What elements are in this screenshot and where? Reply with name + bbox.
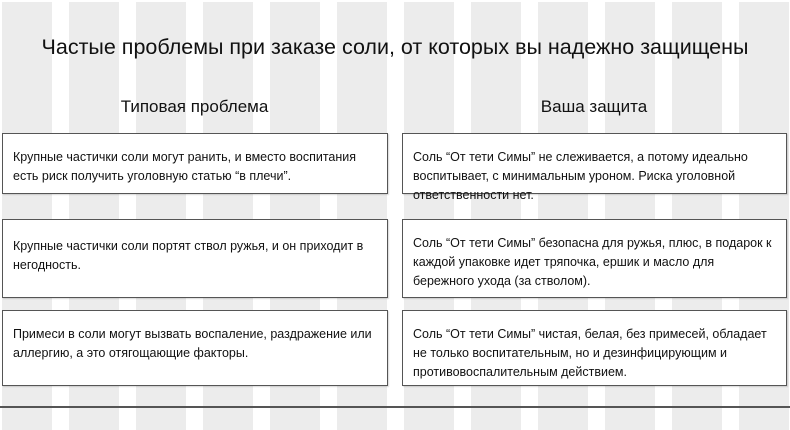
bottom-divider <box>0 406 790 408</box>
protection-card: Соль “От тети Симы” безопасна для ружья, плюс, в подарок к каждой упаковке идет тряпочка, ершик и масло для бережного ухода (за стволом). <box>402 219 787 298</box>
problem-card: Крупные частички соли портят ствол ружья, и он приходит в негодность. <box>2 219 388 298</box>
problem-card: Крупные частички соли могут ранить, и вместо воспитания есть риск получить уголовную статью “в плечи”. <box>2 133 388 194</box>
protection-card: Соль “От тети Симы” не слеживается, а потому идеально воспитывает, с минимальным уроном. Риска уголовной ответственности нет. <box>402 133 787 194</box>
problem-column-header: Типовая проблема <box>120 97 269 116</box>
protection-card: Соль “От тети Симы” чистая, белая, без примесей, обладает не только воспитательным, но и дезинфицирующим и противовоспалительным действием. <box>402 310 787 386</box>
problem-card: Примеси в соли могут вызвать воспаление, раздражение или аллергию, а это отягощающие факторы. <box>2 310 388 386</box>
page-title: Частые проблемы при заказе соли, от которых вы надежно защищены <box>41 35 749 59</box>
protection-column-header: Ваша защита <box>540 97 648 116</box>
